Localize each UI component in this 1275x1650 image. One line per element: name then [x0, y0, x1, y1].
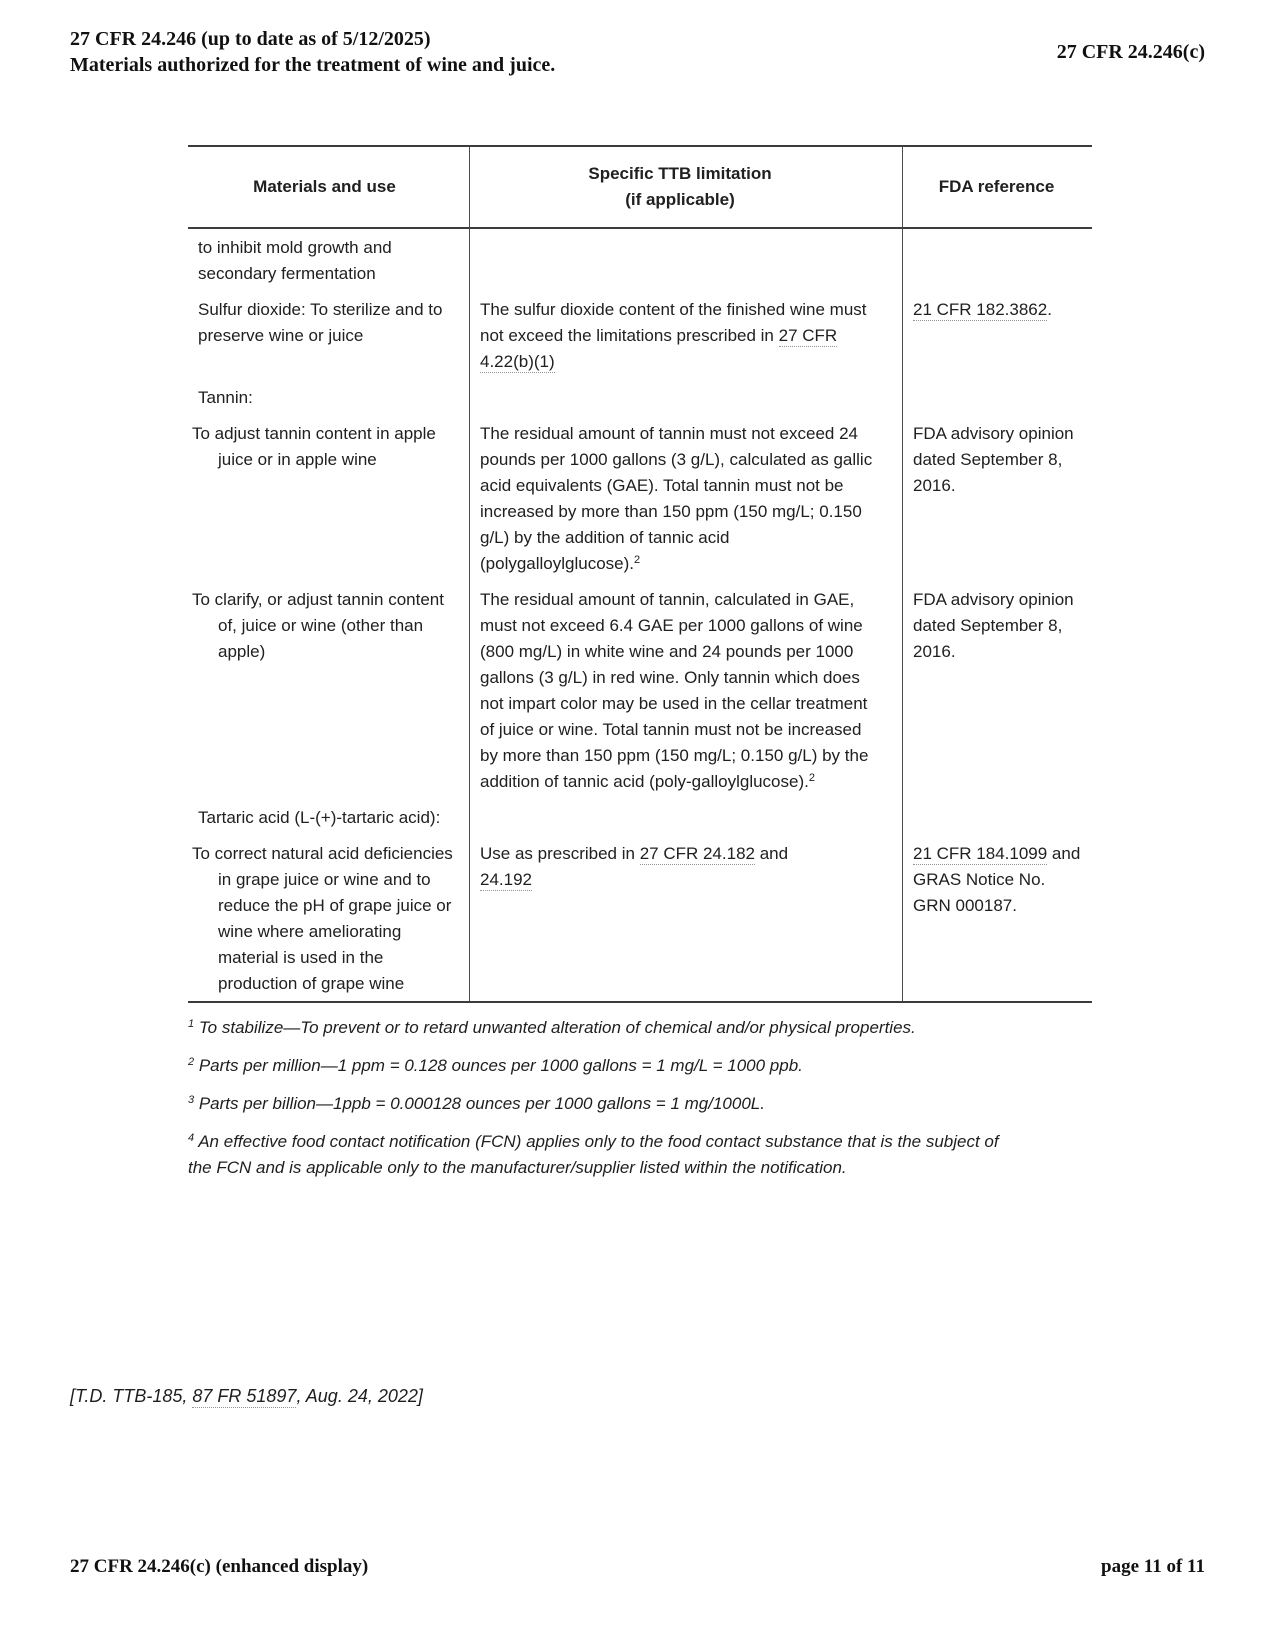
fda-text: FDA advisory opinion dated September 8, 2016.	[913, 424, 1074, 495]
materials-cell	[188, 799, 469, 835]
limitation-text: Use as prescribed in	[480, 844, 640, 863]
page-header	[70, 26, 1205, 78]
section-reference: 27 CFR 24.246(c)	[1056, 41, 1205, 63]
fda-cell	[902, 415, 1092, 581]
footer-document-reference: 27 CFR 24.246(c) (enhanced display)	[70, 1556, 369, 1577]
limitation-cell	[469, 229, 902, 291]
column-header-fda-reference: FDA reference	[902, 147, 1092, 229]
footnote-4	[188, 1129, 1024, 1181]
document-title: Materials authorized for the treatment of wine and juice.	[70, 54, 556, 76]
footnote-marker: 4	[188, 1132, 195, 1144]
fda-cell	[902, 581, 1092, 799]
limitation-text: The residual amount of tannin must not exceed 24 pounds per 1000 gallons (3 g/L), calculated as gallic acid equivalents (GAE). Total tannin must not be increased by more than 150 ppm (150 mg/L; 0.150 g/L) by the addition of tannic acid (polygalloylglucose).	[480, 424, 873, 573]
link-27-cfr-4-22-b-1[interactable]: 27 CFR 4.22(b)(1)	[480, 326, 838, 371]
footnote-marker: 2	[188, 1056, 195, 1068]
footnote-marker: 1	[188, 1018, 195, 1030]
footnote-text: To stabilize—To prevent or to retard unwanted alteration of chemical and/or physical properties.	[194, 1018, 916, 1037]
limitation-cell	[469, 291, 902, 379]
document-reference: 27 CFR 24.246 (up to date as of 5/12/2025)	[70, 28, 431, 50]
limitation-text: The residual amount of tannin, calculated in GAE, must not exceed 6.4 GAE per 1000 gallons of wine (800 mg/L) in white wine and 24 pounds per 1000 gallons (3 g/L) in red wine. Only tannin which does not impart color may be used in the cellar treatment of juice or wine. Total tannin must not be increased by more than 150 ppm (150 mg/L; 0.150 g/L) by the addition of tannic acid (poly-galloylglucose).	[480, 590, 869, 791]
link-21-cfr-182-3862[interactable]: 21 CFR 182.3862	[913, 300, 1048, 319]
column-header-limitation: Specific TTB limitation (if applicable)	[469, 147, 902, 229]
materials-entry: To adjust tannin content in apple juice or in apple wine	[192, 424, 436, 469]
fda-text: FDA advisory opinion dated September 8, 2016.	[913, 590, 1074, 661]
citation-text: , Aug. 24, 2022]	[296, 1386, 423, 1406]
footnote-reference-2: 2	[808, 772, 815, 784]
link-27-cfr-24-192[interactable]: 24.192	[480, 870, 532, 889]
limitation-cell	[469, 415, 902, 581]
materials-cell	[188, 291, 469, 379]
fda-text: and GRAS Notice No. GRN 000187.	[913, 844, 1081, 915]
fda-text: .	[1047, 300, 1052, 319]
footnote-text: Parts per billion—1ppb = 0.000128 ounces per 1000 gallons = 1 mg/1000L.	[194, 1094, 765, 1113]
footnote-text: Parts per million—1 ppm = 0.128 ounces per 1000 gallons = 1 mg/L = 1000 ppb.	[194, 1056, 803, 1075]
page-number: page 11 of 11	[1101, 1556, 1205, 1577]
materials-cell	[188, 581, 469, 799]
fda-cell	[902, 379, 1092, 415]
page-footer	[70, 1556, 1205, 1578]
fda-cell	[902, 799, 1092, 835]
materials-entry: Sulfur dioxide: To sterilize and to preserve wine or juice	[198, 300, 443, 345]
fda-cell	[902, 291, 1092, 379]
limitation-cell	[469, 799, 902, 835]
materials-cell	[188, 379, 469, 415]
link-87-fr-51897[interactable]: 87 FR 51897	[192, 1386, 297, 1406]
limitation-text: The sulfur dioxide content of the finished wine must not exceed the limitations prescribed in	[480, 300, 867, 345]
table-row-continuation-materials-cell	[188, 229, 469, 291]
document-reference-block	[70, 26, 555, 78]
column-header-materials: Materials and use	[188, 147, 469, 229]
link-21-cfr-184-1099[interactable]: 21 CFR 184.1099	[913, 844, 1048, 863]
limitation-text: and	[754, 844, 789, 863]
limitation-cell	[469, 835, 902, 1001]
materials-cell	[188, 415, 469, 581]
citation-text: [T.D. TTB-185,	[70, 1386, 193, 1406]
fda-cell	[902, 835, 1092, 1001]
materials-entry: to inhibit mold growth and secondary fermentation	[198, 238, 392, 283]
footnote-reference-2: 2	[634, 554, 641, 566]
materials-table	[188, 145, 1092, 1003]
footnotes-section	[188, 1015, 1024, 1181]
limitation-cell	[469, 581, 902, 799]
footnote-2	[188, 1053, 1024, 1079]
link-27-cfr-24-182[interactable]: 27 CFR 24.182	[639, 844, 755, 863]
materials-entry: To clarify, or adjust tannin content of, juice or wine (other than apple)	[192, 590, 444, 661]
amendment-citation	[70, 1386, 423, 1407]
footnote-text: An effective food contact notification (FCN) applies only to the food contact substance that is the subject of the FCN and is applicable only to the manufacturer/supplier listed within the notification.	[188, 1132, 999, 1177]
main-content	[188, 145, 1092, 1193]
footnote-1	[188, 1015, 1024, 1041]
footnote-marker: 3	[188, 1094, 195, 1106]
materials-cell	[188, 835, 469, 1001]
materials-entry: To correct natural acid deficiencies in grape juice or wine and to reduce the pH of grape juice or wine where ameliorating material is used in the production of grape wine	[192, 844, 453, 993]
materials-entry: Tannin:	[198, 388, 253, 407]
fda-cell	[902, 229, 1092, 291]
materials-entry: Tartaric acid (L-(+)-tartaric acid):	[198, 808, 441, 827]
footnote-3	[188, 1091, 1024, 1117]
limitation-cell	[469, 379, 902, 415]
